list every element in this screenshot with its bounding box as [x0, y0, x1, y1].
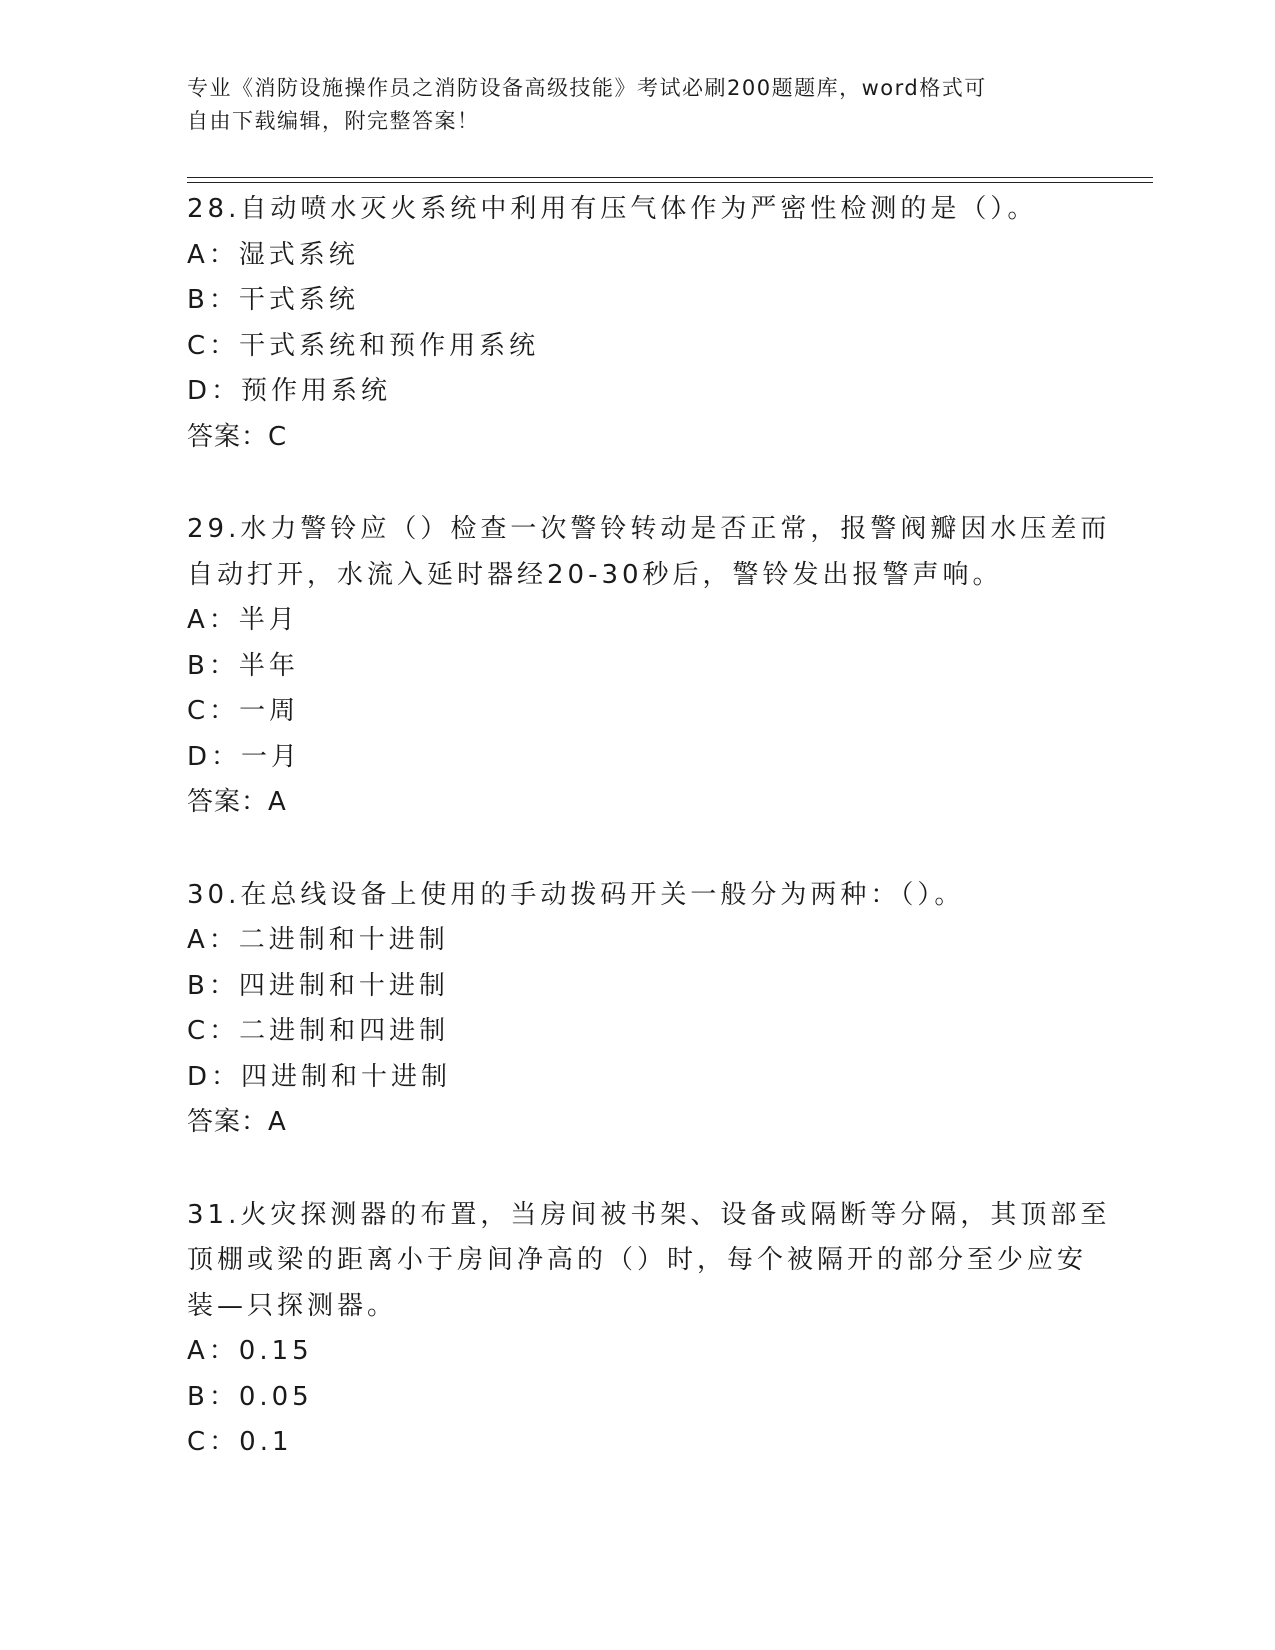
- question-28: [187, 187, 1087, 460]
- header-divider-top: [187, 177, 1153, 178]
- option-a: A：湿式系统: [187, 239, 359, 270]
- option-a: A：0.15: [187, 1336, 313, 1366]
- question-stem-line: 29.水力警铃应（）检查一次警铃转动是否正常，报警阀瓣因水压差而: [187, 514, 1111, 544]
- question-stem-line: 自动打开，水流入延时器经20-30秒后，警铃发出报警声响。: [187, 559, 1003, 590]
- answer-line: 答案：C: [187, 421, 288, 452]
- option-b: B：半年: [187, 650, 299, 681]
- question-stem-line: 31.火灾探测器的布置，当房间被书架、设备或隔断等分隔，其顶部至: [187, 1199, 1111, 1230]
- option-c: C：一周: [187, 696, 300, 726]
- question-stem-line: 顶棚或梁的距离小于房间净高的（）时，每个被隔开的部分至少应安: [187, 1245, 1088, 1275]
- question-stem-line: 30.在总线设备上使用的手动拨码开关一般分为两种：（）。: [187, 879, 965, 910]
- option-d: D：四进制和十进制: [187, 1061, 452, 1092]
- option-c: C：二进制和四进制: [187, 1016, 450, 1046]
- option-b: B：四进制和十进制: [187, 970, 449, 1001]
- option-b: B：0.05: [187, 1381, 313, 1412]
- header-divider-bottom: [187, 182, 1153, 183]
- option-d: D：预作用系统: [187, 376, 392, 406]
- question-stem-line: 28.自动喷水灭火系统中利用有压气体作为严密性检测的是（）。: [187, 194, 1038, 224]
- option-b: B：干式系统: [187, 285, 359, 315]
- header-line-2: 自由下载编辑，附完整答案！: [187, 109, 480, 133]
- question-29: [187, 507, 1111, 826]
- question-31: [187, 1193, 1111, 1466]
- question-list: [187, 187, 1111, 1513]
- header-line-1: 专业《消防设施操作员之消防设备高级技能》考试必刷200题题库，word格式可: [187, 76, 987, 100]
- document-header: [187, 72, 1067, 138]
- option-a: A：二进制和十进制: [187, 925, 449, 955]
- answer-line: 答案：A: [187, 1107, 287, 1137]
- question-30: [187, 873, 1087, 1146]
- answer-line: 答案：A: [187, 787, 287, 817]
- option-a: A：半月: [187, 605, 299, 635]
- option-c: C：干式系统和预作用系统: [187, 330, 540, 361]
- question-stem-line: 装—只探测器。: [187, 1290, 398, 1321]
- option-c: C：0.1: [187, 1427, 293, 1457]
- option-d: D：一月: [187, 741, 302, 772]
